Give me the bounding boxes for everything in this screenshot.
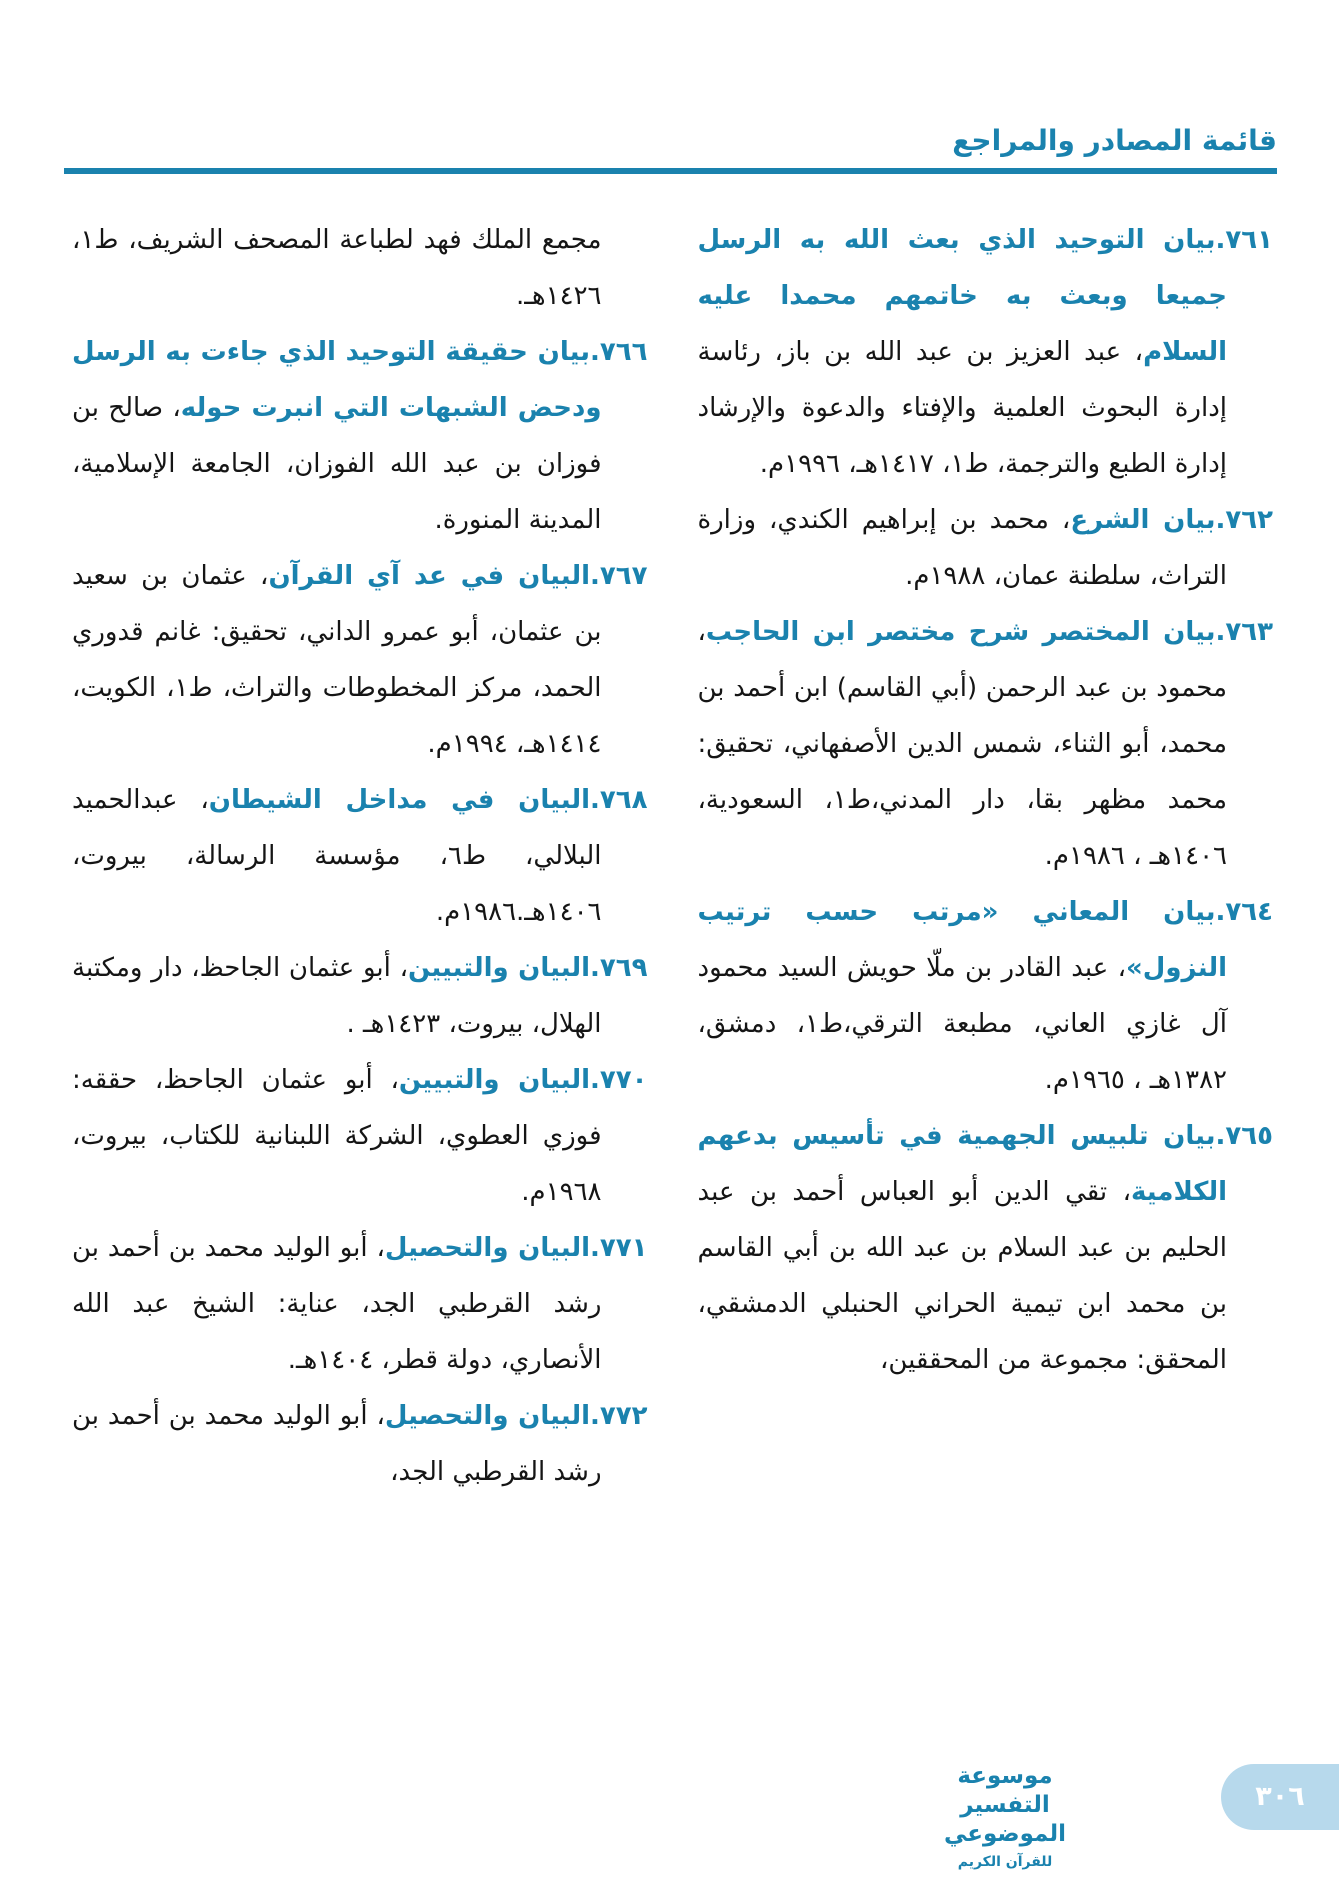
bibliography-column-right bbox=[698, 212, 1274, 1388]
entry-number-dot: . bbox=[590, 1065, 600, 1095]
bibliography-entry-762 bbox=[698, 492, 1274, 604]
entry-number-dot: . bbox=[1215, 225, 1226, 255]
entry-details: ، أبو عثمان الجاحظ، دار ومكتبة الهلال، بيروت، ١٤٢٣هـ . bbox=[72, 953, 602, 1039]
entry-details: ، محمد بن إبراهيم الكندي، وزارة التراث، سلطنة عمان، ١٩٨٨م. bbox=[697, 505, 1227, 591]
bibliography-column-left bbox=[72, 212, 648, 1500]
entry-number: ٧٧٢ bbox=[599, 1401, 648, 1431]
bibliography-entry-770 bbox=[72, 1052, 648, 1220]
entry-number: ٧٦٦ bbox=[599, 337, 648, 367]
bibliography-content bbox=[72, 212, 1273, 1500]
entry-title: بيان الشرع bbox=[1070, 505, 1216, 535]
bibliography-entry-769 bbox=[72, 940, 648, 1052]
entry-number: ٧٦٤ bbox=[1225, 897, 1273, 927]
entry-number-dot: . bbox=[590, 785, 600, 815]
entry-details: ، صالح بن فوزان بن عبد الله الفوزان، الجامعة الإسلامية، المدينة المنورة. bbox=[72, 393, 602, 535]
entry-title: البيان في عد آي القرآن bbox=[268, 561, 590, 591]
entry-number: ٧٦٩ bbox=[599, 953, 648, 983]
bibliography-entry-767 bbox=[72, 548, 648, 772]
entry-details: ، تقي الدين أبو العباس أحمد بن عبد الحليم بن عبد السلام بن عبد الله بن أبي القاسم بن محمد ابن تيمية الحراني الحنبلي الدمشقي، المحقق: مجموعة من المحققين، bbox=[697, 1177, 1227, 1375]
entry-number: ٧٦٥ bbox=[1225, 1121, 1273, 1151]
page-header bbox=[64, 118, 1277, 174]
entry-title: بيان تلبيس الجهمية في تأسيس بدعهم الكلامية bbox=[697, 1121, 1227, 1207]
entry-details: ، عبد العزيز بن عبد الله بن باز، رئاسة إدارة البحوث العلمية والإفتاء والدعوة والإرشاد إدارة الطبع والترجمة، ط١، ١٤١٧هـ، ١٩٩٦م. bbox=[697, 337, 1227, 479]
entry-title: بيان التوحيد الذي بعث الله به الرسل جميعا وبعث به خاتمهم محمدا عليه السلام bbox=[697, 225, 1227, 367]
entry-details: ، عبدالحميد البلالي، ط٦، مؤسسة الرسالة، بيروت، ١٤٠٦هـ.١٩٨٦م. bbox=[72, 785, 602, 927]
entry-number: ٧٦٧ bbox=[599, 561, 648, 591]
entry-number-dot: . bbox=[1215, 897, 1226, 927]
page-number-badge: ٣٠٦ bbox=[1221, 1764, 1339, 1830]
entry-title: بيان المعاني «مرتب حسب ترتيب النزول» bbox=[697, 897, 1227, 983]
page-title: قائمة المصادر والمراجع bbox=[952, 124, 1277, 157]
entry-number: ٧٦٢ bbox=[1225, 505, 1273, 535]
bibliography-entry-772 bbox=[72, 1388, 648, 1500]
entry-title: البيان والتبيين bbox=[398, 1065, 590, 1095]
entry-number: ٧٦١ bbox=[1225, 225, 1273, 255]
entry-number-dot: . bbox=[590, 561, 600, 591]
entry-title: بيان حقيقة التوحيد الذي جاءت به الرسل ودحض الشبهات التي انبرت حوله bbox=[72, 337, 602, 423]
header-rule bbox=[64, 168, 1277, 174]
entry-title: البيان في مداخل الشيطان bbox=[208, 785, 590, 815]
entry-details: ، محمود بن عبد الرحمن (أبي القاسم) ابن أحمد بن محمد، أبو الثناء، شمس الدين الأصفهاني، تحقيق: محمد مظهر بقا، دار المدني،ط١، السعودية، ١٤٠٦هـ ، ١٩٨٦م. bbox=[697, 617, 1228, 871]
bibliography-entry-764 bbox=[698, 884, 1274, 1108]
entry-details: ، عثمان بن سعيد بن عثمان، أبو عمرو الداني، تحقيق: غانم قدوري الحمد، مركز المخطوطات والتراث، ط١، الكويت، ١٤١٤هـ، ١٩٩٤م. bbox=[72, 561, 602, 759]
bibliography-entry-765 bbox=[698, 1108, 1274, 1388]
bibliography-entry-771 bbox=[72, 1220, 648, 1388]
entry-details: ، أبو الوليد محمد بن أحمد بن رشد القرطبي الجد، عناية: الشيخ عبد الله الأنصاري، دولة قطر، ١٤٠٤هـ. bbox=[72, 1233, 602, 1375]
entry-number: ٧٧٠ bbox=[599, 1065, 648, 1095]
bibliography-entry-766 bbox=[72, 324, 648, 548]
bibliography-entry-768 bbox=[72, 772, 648, 940]
bibliography-entry-763 bbox=[698, 604, 1274, 884]
entry-number-dot: . bbox=[1215, 505, 1226, 535]
entry-number-dot: . bbox=[1215, 1121, 1226, 1151]
bibliography-entry-761 bbox=[698, 212, 1274, 492]
entry-title: البيان والتبيين bbox=[407, 953, 591, 983]
entry-number: ٧٧١ bbox=[599, 1233, 648, 1263]
series-logo-title: موسوعة التفسير الموضوعي bbox=[944, 1763, 1066, 1847]
entry-details: ، أبو الوليد محمد بن أحمد بن رشد القرطبي الجد، bbox=[72, 1401, 602, 1487]
bibliography-entry-765-continuation bbox=[72, 212, 648, 324]
entry-number-dot: . bbox=[590, 1233, 600, 1263]
entry-title: البيان والتحصيل bbox=[384, 1401, 590, 1431]
entry-details: ، أبو عثمان الجاحظ، حققه: فوزي العطوي، الشركة اللبنانية للكتاب، بيروت، ١٩٦٨م. bbox=[72, 1065, 602, 1207]
series-logo-subtitle: للقرآن الكريم bbox=[957, 1854, 1053, 1870]
entry-details: ، عبد القادر بن ملّا حويش السيد محمود آل غازي العاني، مطبعة الترقي،ط١، دمشق، ١٣٨٢هـ ، ١٩٦٥م. bbox=[697, 953, 1228, 1095]
entry-title: بيان المختصر شرح مختصر ابن الحاجب bbox=[705, 617, 1216, 647]
entry-number: ٧٦٣ bbox=[1225, 617, 1273, 647]
entry-number: ٧٦٨ bbox=[599, 785, 648, 815]
entry-number-dot: . bbox=[1215, 617, 1226, 647]
entry-number-dot: . bbox=[590, 337, 600, 367]
series-logo bbox=[911, 1762, 1099, 1873]
entry-details: مجمع الملك فهد لطباعة المصحف الشريف، ط١، ١٤٢٦هـ. bbox=[72, 225, 602, 311]
entry-title: البيان والتحصيل bbox=[384, 1233, 590, 1263]
entry-number-dot: . bbox=[590, 1401, 600, 1431]
entry-number-dot: . bbox=[590, 953, 600, 983]
